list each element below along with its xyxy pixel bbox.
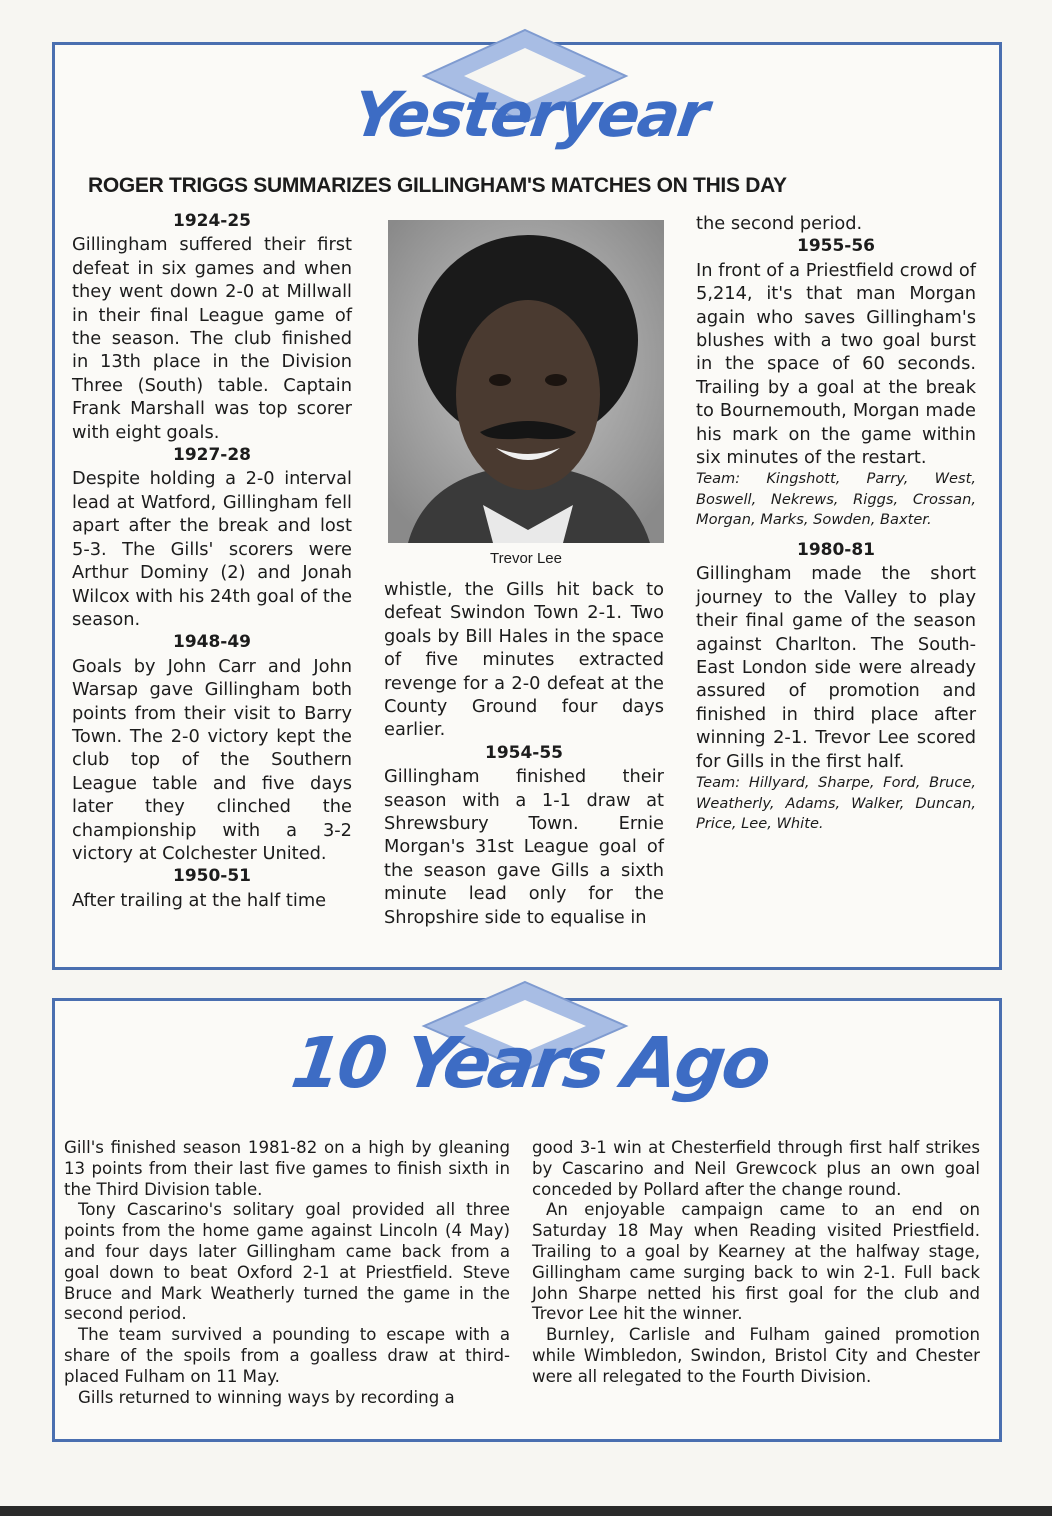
section-text: Gillingham finished their season with a 1-1 draw at Shrewsbury Town. Ernie Morgan's 31st League goal of the season gave Gills a sixth minute lead only for the Shropshire side to equalise in: [384, 766, 664, 928]
page-subtitle: ROGER TRIGGS SUMMARIZES GILLINGHAM'S MATCHES ON THIS DAY: [88, 174, 787, 197]
ten-years-ago-title: 10 Years Ago: [286, 1022, 774, 1104]
page-bottom-edge: [0, 1506, 1052, 1516]
year-heading: 1955-56: [796, 236, 876, 257]
year-heading: 1924-25: [172, 211, 252, 231]
section-text: Despite holding a 2-0 interval lead at Watford, Gillingham fell apart after the break and lost 5-3. The Gills' scorers were Arthur Dominy (2) and Jonah Wilcox with his 24th goal of the season.: [72, 468, 353, 630]
year-heading: 1950-51: [172, 866, 252, 887]
paragraph: The team survived a pounding to escape with a share of the spoils from a goalless draw at third-placed Fulham on 11 May.: [64, 1325, 510, 1386]
column-3: [696, 212, 976, 835]
paragraph: Gills returned to winning ways by recording a: [78, 1387, 455, 1407]
team-lineup: Team: Hillyard, Sharpe, Ford, Bruce, Weatherly, Adams, Walker, Duncan, Price, Lee, White.: [696, 774, 976, 833]
paragraph: Gill's finished season 1981-82 on a high by gleaning 13 points from their last five games to finish sixth in the Third Division table.: [64, 1138, 510, 1199]
team-lineup: Team: Kingshott, Parry, West, Boswell, Nekrews, Riggs, Crossan, Morgan, Marks, Sowden, Baxter.: [696, 470, 976, 529]
paragraph: Tony Cascarino's solitary goal provided all three points from the home game against Lincoln (4 May) and four days later Gillingham came back from a goal down to beat Oxford 2-1 at Priestfield. Steve Bruce and Mark Weatherly turned the game in the second period.: [64, 1200, 510, 1324]
ten-years-column-1: [64, 1138, 510, 1408]
column-1: [72, 210, 352, 912]
year-heading: 1954-55: [484, 742, 564, 763]
year-heading: 1980-81: [796, 539, 876, 560]
yesteryear-title: Yesteryear: [348, 78, 712, 151]
section-text: Gillingham suffered their first defeat in six games and when they went down 2-0 at Millwall in their final League game of the season. The club finished in 13th place in the Division Three (South) table. Captain Frank Marshall was top scorer with eight goals.: [72, 234, 352, 443]
year-heading: 1948-49: [172, 632, 252, 653]
section-text: After trailing at the half time: [72, 889, 327, 911]
photo-caption: Trevor Lee: [490, 550, 562, 567]
portrait-image: [388, 220, 664, 543]
column-2: [384, 578, 664, 929]
section-text: Gillingham made the short journey to the Valley to play their final game of the season against Charlton. The South-East London side were already assured of promotion and finished in third place after winning 2-1. Trevor Lee scored for Gills in the first half.: [696, 563, 976, 772]
paragraph: good 3-1 win at Chesterfield through first half strikes by Cascarino and Neil Grewcock plus an own goal conceded by Pollard after the change round.: [532, 1138, 980, 1199]
section-text: Goals by John Carr and John Warsap gave Gillingham both points from their visit to Barry Town. The 2-0 victory kept the club top of the Southern League table and five days later they clinched the championship with a 3-2 victory at Colchester United.: [72, 655, 352, 864]
paragraph: An enjoyable campaign came to an end on Saturday 18 May when Reading visited Priestfield. Trailing to a goal by Kearney at the halfway stage, Gillingham came surging back to win 2-1. Full back John Sharpe netted his first goal for the club and Trevor Lee hit the winner.: [532, 1200, 980, 1324]
year-heading: 1927-28: [172, 445, 252, 466]
section-text: In front of a Priestfield crowd of 5,214, it's that man Morgan again who saves Gillingham's blushes with a two goal burst in the space of 60 seconds. Trailing by a goal at the break to Bournemouth, Morgan made his mark on the game within six minutes of the restart.: [696, 259, 976, 469]
ten-years-column-2: [532, 1138, 980, 1388]
section-text: the second period.: [696, 213, 863, 234]
trevor-lee-photo: [388, 220, 664, 543]
paragraph: Burnley, Carlisle and Fulham gained promotion while Wimbledon, Swindon, Bristol City and Chester were all relegated to the Fourth Division.: [532, 1325, 980, 1386]
section-text: whistle, the Gills hit back to defeat Swindon Town 2-1. Two goals by Bill Hales in the space of five minutes extracted revenge for a 2-0 defeat at the County Ground four days earlier.: [384, 579, 664, 741]
